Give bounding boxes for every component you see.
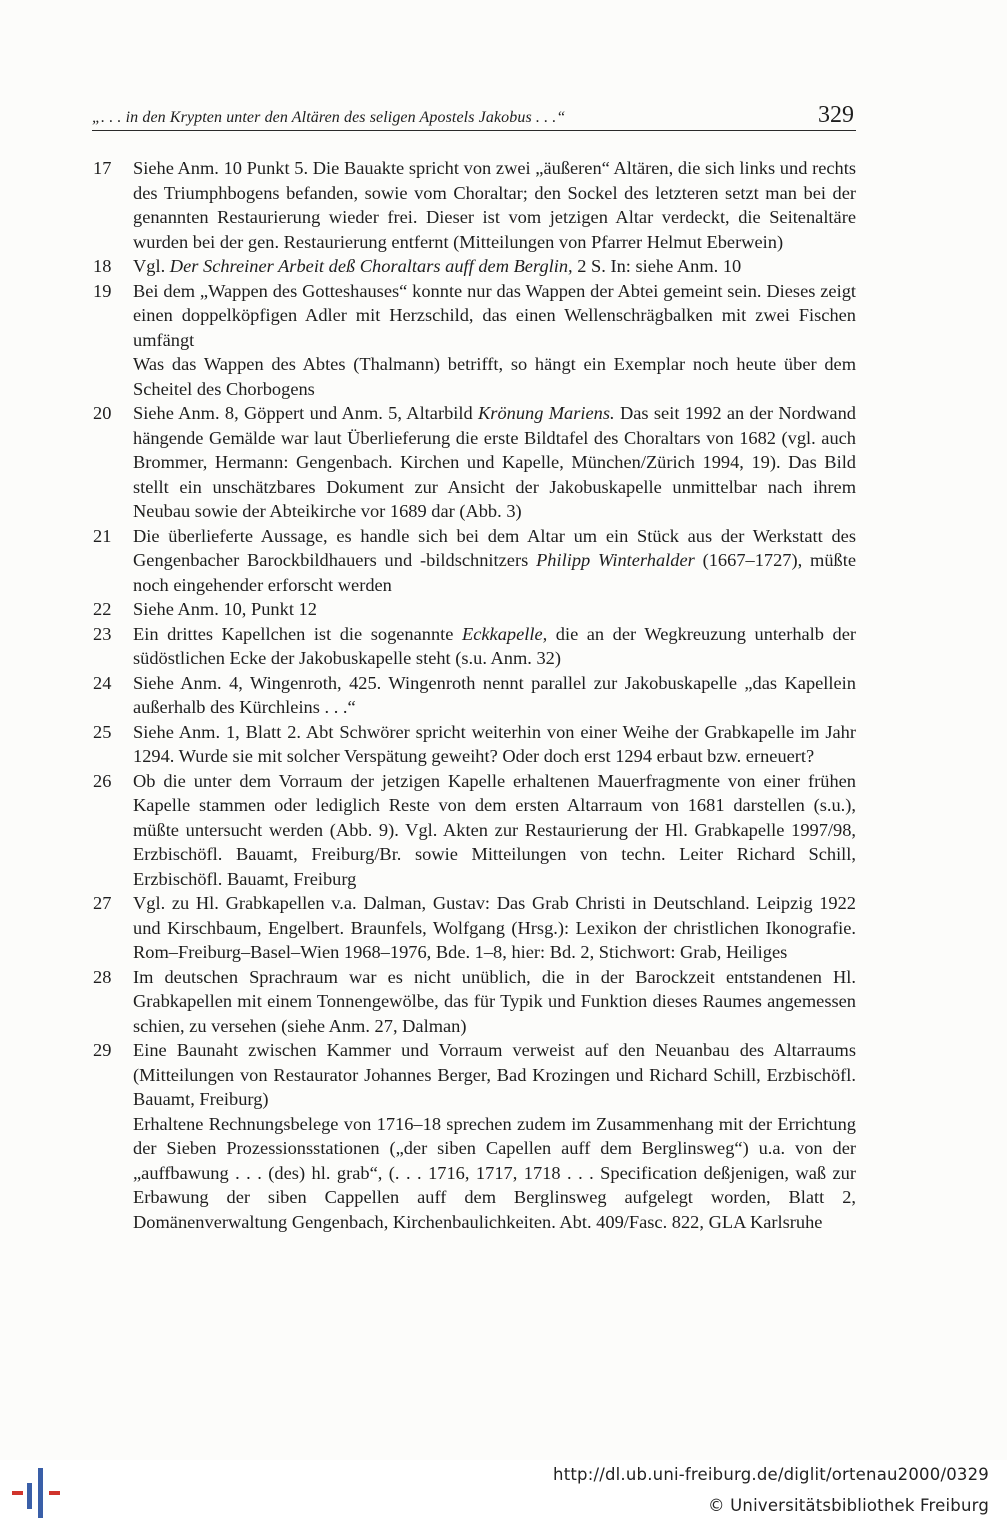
- viewer-footer: [0, 1460, 1007, 1525]
- running-title: „. . . in den Krypten unter den Altären des seligen Apostels Jakobus . . .“: [92, 109, 566, 126]
- endnote: [92, 279, 856, 402]
- endnote-text: [133, 156, 856, 254]
- endnote: [92, 1038, 856, 1234]
- endnote-text: [133, 279, 856, 402]
- text-run: Siehe Anm. 10, Punkt 12: [133, 599, 317, 619]
- endnote-text: [133, 965, 856, 1039]
- endnote-number: 20: [93, 403, 112, 423]
- text-run: Siehe Anm. 10 Punkt 5. Die Bauakte spricht von zwei „äußeren“ Altären, die sich links und rechts des Triumphbogens befanden, sowie vom Choraltar; den Sockel des letzteren setzt man bei der genannten Restaurierung wieder frei. Dieser ist vom jetzigen Altar verdeckt, die Seitenaltäre wurden bei der gen. Restaurierung entfernt (Mitteilungen von Pfarrer Helmut Eberwein): [133, 158, 856, 252]
- endnote-text: [133, 524, 856, 598]
- endnote-paragraph: [133, 622, 856, 671]
- endnote: [92, 891, 856, 965]
- endnote: [92, 254, 856, 279]
- endnote-text: [133, 401, 856, 524]
- text-run: 2 S. In: siehe Anm. 10: [572, 256, 742, 276]
- italic-title: Philipp Winterhalder: [536, 550, 695, 570]
- endnote: [92, 597, 856, 622]
- endnote-paragraph: [133, 254, 856, 279]
- endnote-paragraph: [133, 352, 856, 401]
- text-run: Ein drittes Kapellchen ist die sogenannte: [133, 623, 462, 644]
- endnote-paragraph: [133, 720, 856, 769]
- endnotes-list: [92, 156, 856, 1234]
- endnote: [92, 965, 856, 1039]
- endnote-number: 29: [93, 1040, 112, 1060]
- endnote-text: [133, 720, 856, 769]
- endnote: [92, 524, 856, 598]
- text-run: Vgl. zu Hl. Grabkapellen v.a. Dalman, Gustav: Das Grab Christi in Deutschland. Leipzig 1922 und Kirschbaum, Engelbert. Braunfels, Wolfgang (Hrsg.): Lexikon der christlichen Ikonografie. Rom–Freiburg–Basel–Wien 1968–1976, Bde. 1–8, hier: Bd. 2, Stichwort: Grab, Heiliges: [133, 893, 856, 962]
- ub-freiburg-logo-icon[interactable]: [12, 1466, 64, 1520]
- endnote: [92, 622, 856, 671]
- endnote-number: 24: [93, 672, 112, 693]
- running-head: [92, 100, 856, 131]
- endnote-text: [133, 622, 856, 671]
- endnote-number: 21: [93, 525, 112, 546]
- endnote-paragraph: [133, 279, 856, 353]
- endnote-text: [133, 597, 856, 622]
- italic-title: Krönung Mariens.: [478, 403, 615, 423]
- endnote-paragraph: [133, 597, 856, 622]
- endnote-paragraph: [133, 401, 856, 524]
- endnote-text: [133, 1038, 856, 1234]
- text-run: Erhaltene Rechnungsbelege von 1716–18 sprechen zudem im Zusammenhang mit der Errichtung der Sieben Prozessionsstationen („der siben Capellen auff dem Berglinsweg“) u.a. von der „auffbawung . . . (des) hl. grab“, (. . . 1716, 1717, 1718 . . . Specification deßjenigen, waß zur Erbawung der siben Cappellen auff dem Berglinsweg aufgelegt worden, Blatt 2, Domänenverwaltung Gengenbach, Kirchenbaulichkeiten. Abt. 409/Fasc. 822, GLA Karlsruhe: [133, 1113, 856, 1232]
- endnote: [92, 401, 856, 524]
- endnote-paragraph: [133, 671, 856, 720]
- endnote: [92, 720, 856, 769]
- endnote-text: [133, 254, 856, 279]
- endnote-text: [133, 769, 856, 892]
- endnote-paragraph: [133, 1112, 856, 1235]
- text-run: Das seit 1992 an der Nordwand hängende Gemälde war laut Überlieferung die erste Bildtafel des Choraltars von 1682 (vgl. auch Brommer, Hermann: Gengenbach. Kirchen und Kapelle, München/Zürich 1994, 19). Das Bild stellt ein unschätzbares Dokument zur Ansicht der Jakobuskapelle unmittelbar nach ihrem Neubau sowie der Abteikirche vor 1689 dar (Abb. 3): [133, 403, 856, 521]
- endnote-number: 22: [93, 599, 112, 619]
- endnote-number: 26: [93, 770, 112, 791]
- endnote-text: [133, 671, 856, 720]
- text-run: Bei dem „Wappen des Gotteshauses“ konnte nur das Wappen der Abtei gemeint sein. Dieses zeigt einen doppelköpfigen Adler mit Herzschild, das einen Wellenschrägbalken mit zwei Fischen umfängt: [133, 280, 856, 350]
- endnote-number: 28: [93, 966, 112, 987]
- endnote-paragraph: [133, 965, 856, 1039]
- text-run: Siehe Anm. 1, Blatt 2. Abt Schwörer spricht weiterhin von einer Weihe der Grabkapelle im Jahr 1294. Wurde sie mit solcher Verspätung geweiht? Oder doch erst 1294 erbaut bzw. erneuert?: [133, 721, 856, 766]
- text-run: Im deutschen Sprachraum war es nicht unüblich, die in der Barockzeit entstandenen Hl. Grabkapellen mit einem Tonnengewölbe, das für Typik und Funktion dieses Raumes angemessen schien, zu versehen (siehe Anm. 27, Dalman): [133, 966, 856, 1036]
- italic-title: Der Schreiner Arbeit deß Choraltars auff dem Berglin,: [169, 256, 573, 276]
- endnote: [92, 671, 856, 720]
- text-run: Ob die unter dem Vorraum der jetzigen Kapelle erhaltenen Mauerfragmente von einer frühen Kapelle stammen oder lediglich Reste von dem ersten Altarraum von 1681 darstellen (s.u.), müßte untersucht werden (Abb. 9). Vgl. Akten zur Restaurierung der Hl. Grabkapelle 1997/98, Erzbischöfl. Bauamt, Freiburg/Br. sowie Mitteilungen von techn. Leiter Richard Schill, Erzbischöfl. Bauamt, Freiburg: [133, 770, 856, 889]
- endnote-paragraph: [133, 524, 856, 598]
- endnote: [92, 156, 856, 254]
- text-run: Siehe Anm. 8, Göppert und Anm. 5, Altarbild: [133, 403, 479, 423]
- copyright-notice: © Universitätsbibliothek Freiburg: [707, 1496, 989, 1515]
- text-run: die an der Wegkreuzung unterhalb der südöstlichen Ecke der Jakobuskapelle steht (s.u. Anm. 32): [133, 623, 856, 668]
- text-run: Die überlieferte Aussage, es handle sich bei dem Altar um ein Stück aus der Werkstatt des Gengenbacher Barockbildhauers und -bildschnitzers: [133, 525, 856, 570]
- endnote-paragraph: [133, 156, 856, 254]
- endnote-paragraph: [133, 769, 856, 892]
- endnote: [92, 769, 856, 892]
- endnote-number: 25: [93, 721, 112, 742]
- text-run: (1667–1727), müßte noch eingehender erforscht werden: [133, 550, 857, 595]
- endnote-paragraph: [133, 891, 856, 965]
- endnote-text: [133, 891, 856, 965]
- source-url-link[interactable]: http://dl.ub.uni-freiburg.de/diglit/ortenau2000/0329: [553, 1465, 989, 1484]
- endnote-number: 17: [93, 158, 112, 178]
- text-run: Eine Baunaht zwischen Kammer und Vorraum verweist auf den Neuanbau des Altarraums (Mitteilungen von Restaurator Johannes Berger, Bad Krozingen und Richard Schill, Erzbischöfl. Bauamt, Freiburg): [133, 1040, 856, 1109]
- text-run: Vgl.: [133, 256, 170, 276]
- italic-title: Eckkapelle,: [461, 623, 548, 644]
- endnote-number: 27: [93, 893, 112, 913]
- text-run: Was das Wappen des Abtes (Thalmann) betrifft, so hängt ein Exemplar noch heute über dem Scheitel des Chorbogens: [133, 354, 856, 399]
- endnote-number: 18: [93, 256, 112, 276]
- endnote-number: 23: [93, 623, 112, 644]
- endnote-paragraph: [133, 1038, 856, 1112]
- endnote-number: 19: [93, 280, 112, 301]
- text-run: Siehe Anm. 4, Wingenroth, 425. Wingenroth nennt parallel zur Jakobuskapelle „das Kapellein außerhalb des Kürchleins . . .“: [133, 672, 856, 717]
- page-number: 329: [818, 102, 854, 128]
